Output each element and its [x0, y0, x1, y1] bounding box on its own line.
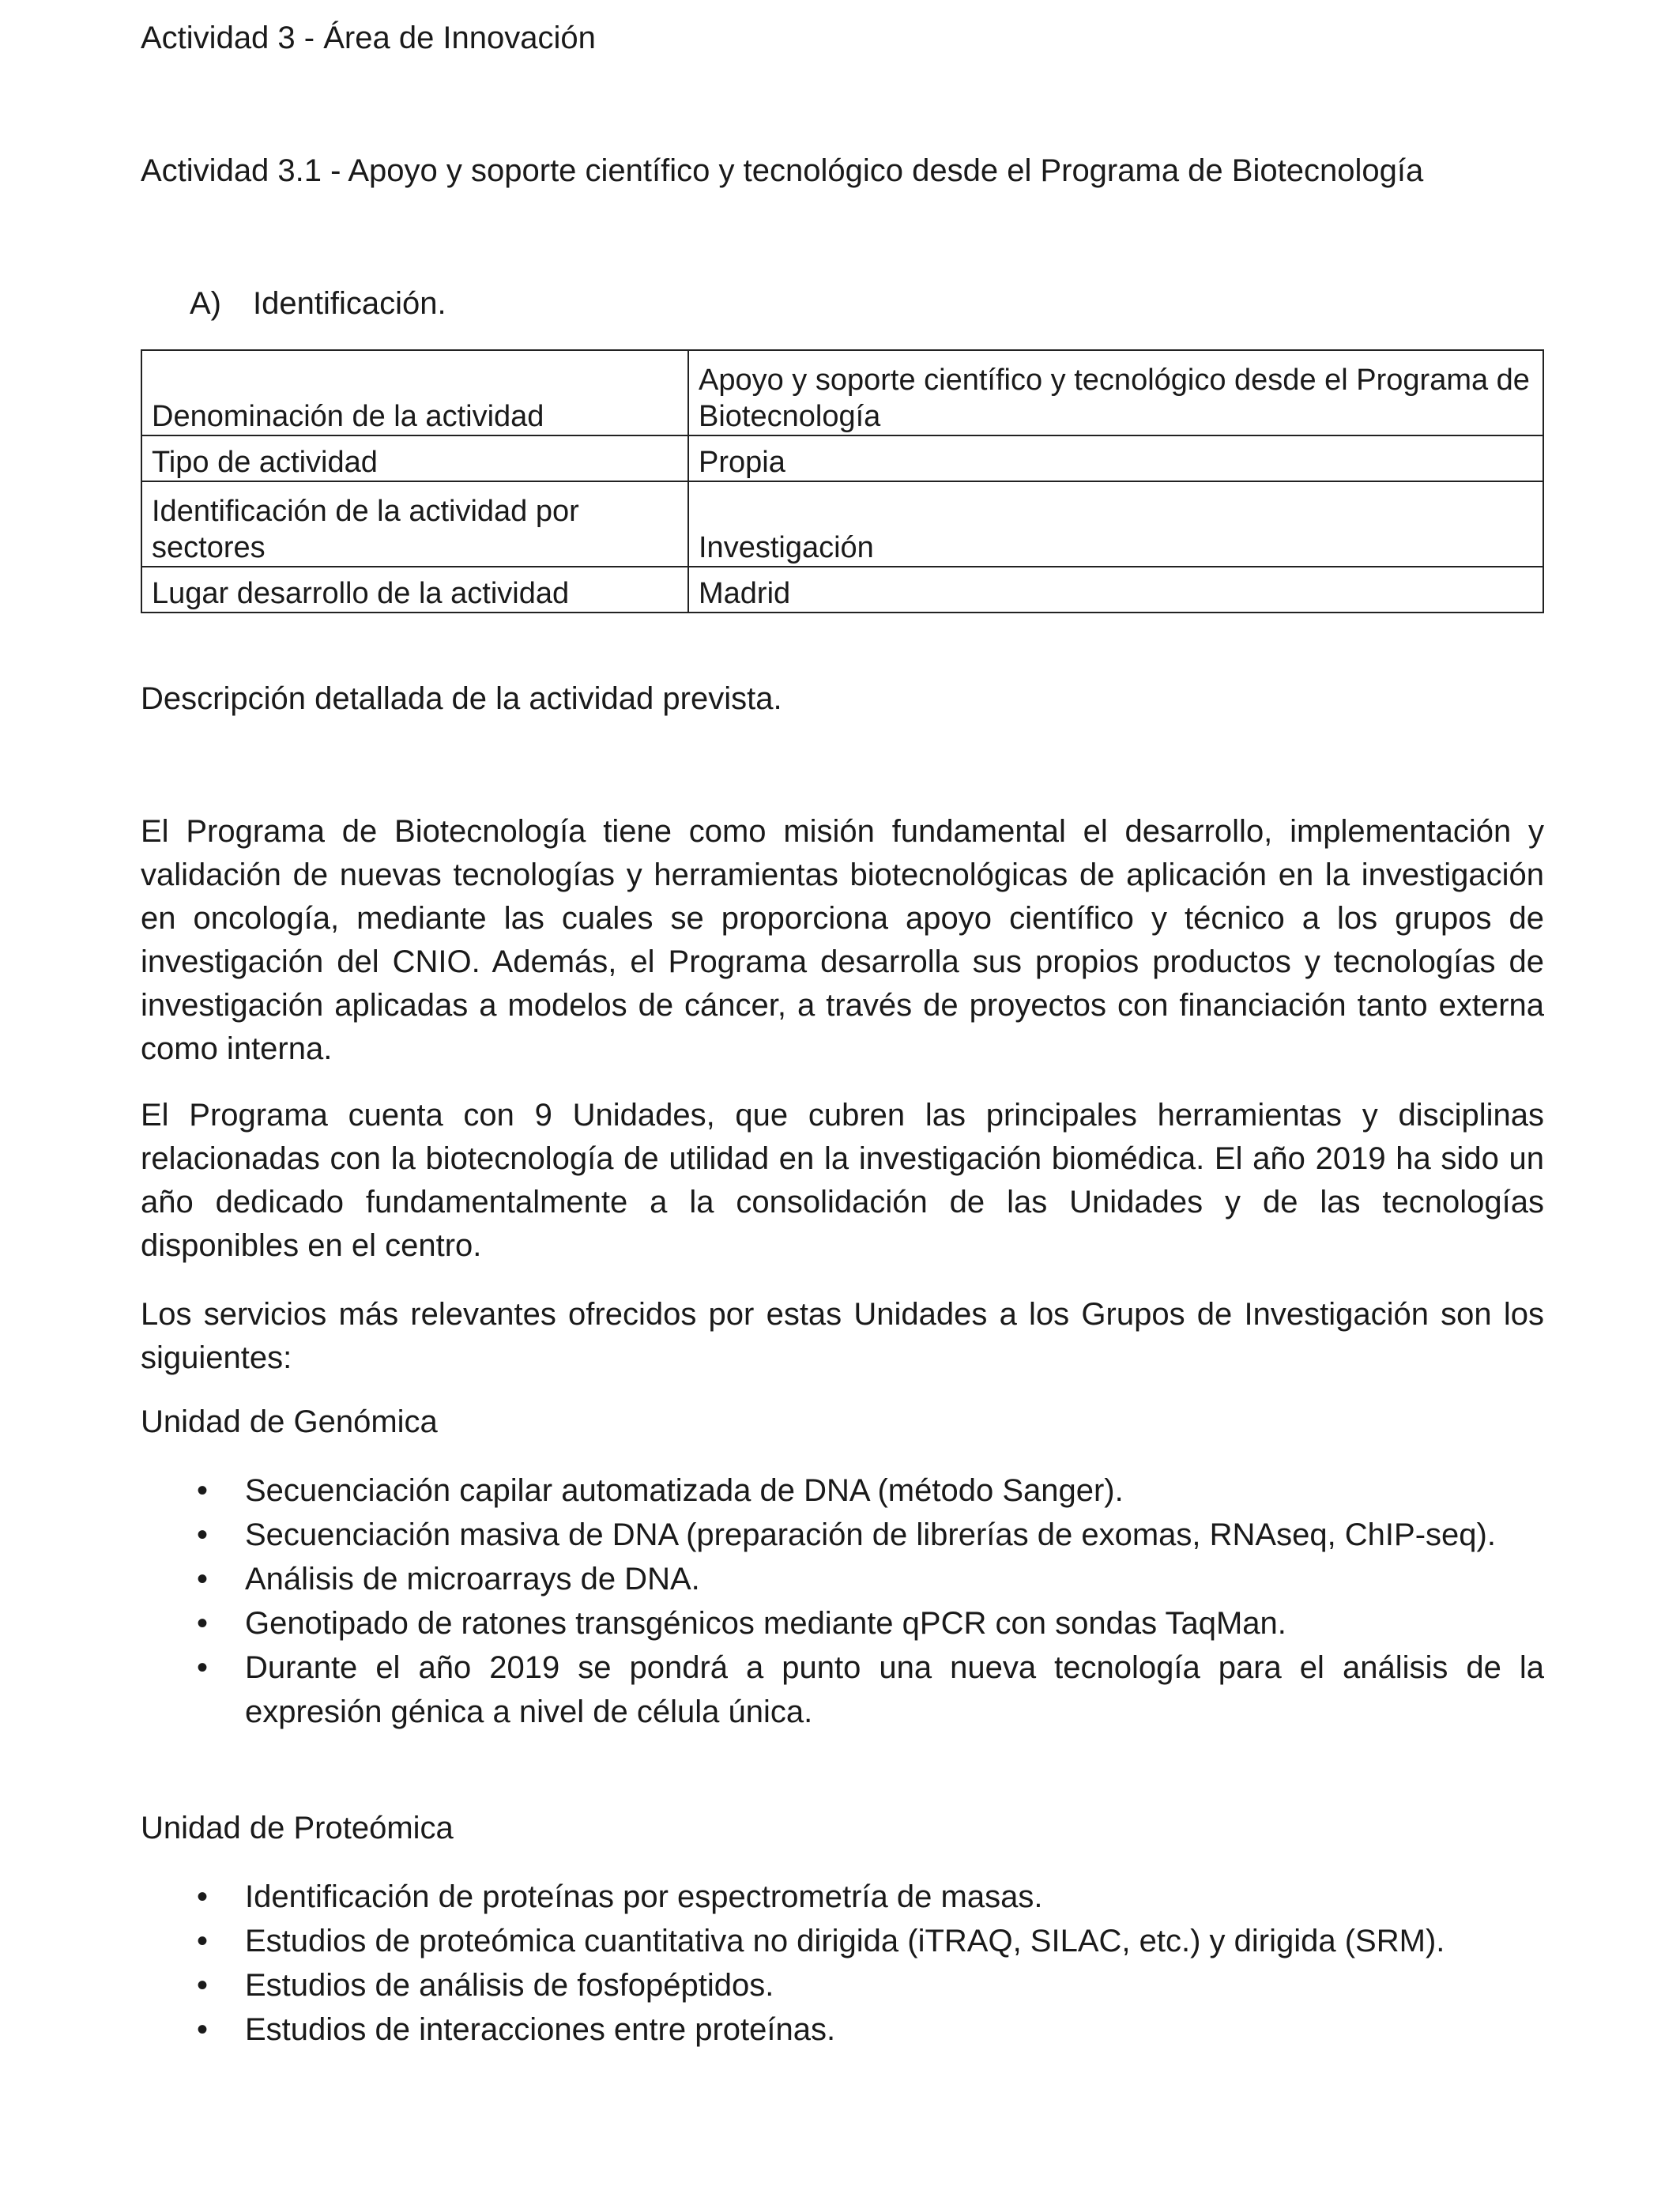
list-item-text: Análisis de microarrays de DNA.: [245, 1562, 700, 1596]
bullet-icon: •: [196, 1650, 208, 1685]
table-value-cell: Propia: [688, 435, 1543, 481]
list-item: [141, 1601, 1544, 1646]
bullet-icon: •: [196, 1924, 208, 1958]
body-paragraph: El Programa de Biotecnología tiene como misión fundamental el desarrollo, implementación y validación de nuevas tecnologías y herramientas biotecnológicas de aplicación en la investigación en oncología, mediante las cuales se proporciona apoyo científico y técnico a los grupos de investigación del CNIO. Además, el Programa desarrolla sus propios productos y tecnologías de investigación aplicadas a modelos de cáncer, a través de proyectos con financiación tanto externa como interna.: [141, 814, 1544, 1066]
list-item-text: Genotipado de ratones transgénicos mediante qPCR con sondas TaqMan.: [245, 1606, 1286, 1641]
list-item: [141, 1646, 1544, 1734]
list-item-text: Estudios de proteómica cuantitativa no dirigida (iTRAQ, SILAC, etc.) y dirigida (SRM).: [245, 1924, 1445, 1958]
table-row: [141, 350, 1543, 435]
bullet-icon: •: [196, 1879, 208, 1914]
table-value-cell: Madrid: [688, 567, 1543, 613]
list-item: [141, 1919, 1544, 1963]
unit-title-proteomica: Unidad de Proteómica: [141, 1811, 454, 1845]
table-label-cell: Identificación de la actividad por sectores: [141, 481, 688, 567]
bullet-icon: •: [196, 1562, 208, 1596]
identification-table: [141, 349, 1544, 613]
table-value-cell: Apoyo y soporte científico y tecnológico desde el Programa de Biotecnología: [688, 350, 1543, 435]
genomics-service-list: [141, 1468, 1544, 1734]
list-item: [141, 1513, 1544, 1557]
bullet-icon: •: [196, 2012, 208, 2047]
table-label-cell: Tipo de actividad: [141, 435, 688, 481]
bullet-icon: •: [196, 1517, 208, 1552]
bullet-icon: •: [196, 1473, 208, 1508]
unit-title-genomica: Unidad de Genómica: [141, 1404, 438, 1439]
bullet-icon: •: [196, 1606, 208, 1641]
list-item-text: Estudios de interacciones entre proteínas.: [245, 2012, 836, 2047]
list-item-text: Estudios de análisis de fosfopéptidos.: [245, 1968, 774, 2003]
list-item: [141, 1875, 1544, 1919]
page-heading: Actividad 3 - Área de Innovación: [141, 21, 596, 55]
list-item: [141, 2007, 1544, 2052]
bullet-icon: •: [196, 1968, 208, 2003]
activity-subheading: Actividad 3.1 - Apoyo y soporte científico y tecnológico desde el Programa de Biotecnología: [141, 153, 1424, 188]
list-item-text: Secuenciación masiva de DNA (preparación de librerías de exomas, RNAseq, ChIP-seq).: [245, 1517, 1496, 1552]
list-item: [141, 1963, 1544, 2007]
table-value-cell: Investigación: [688, 481, 1543, 567]
list-item-text: Durante el año 2019 se pondrá a punto una nueva tecnología para el análisis de la expresión génica a nivel de célula única.: [245, 1650, 1544, 1729]
section-a-marker: A): [190, 286, 221, 321]
list-item: [141, 1468, 1544, 1513]
section-a-heading: [190, 281, 446, 326]
body-paragraph: Los servicios más relevantes ofrecidos por estas Unidades a los Grupos de Investigación son los siguientes:: [141, 1297, 1544, 1375]
list-item: [141, 1557, 1544, 1601]
list-item-text: Identificación de proteínas por espectrometría de masas.: [245, 1879, 1043, 1914]
table-label-cell: Denominación de la actividad: [141, 350, 688, 435]
table-label-cell: Lugar desarrollo de la actividad: [141, 567, 688, 613]
table-row: [141, 435, 1543, 481]
proteomics-service-list: [141, 1875, 1544, 2052]
table-row: [141, 567, 1543, 613]
table-row: [141, 481, 1543, 567]
section-a-title: Identificación.: [253, 286, 446, 321]
body-paragraph: El Programa cuenta con 9 Unidades, que cubren las principales herramientas y disciplinas relacionadas con la biotecnología de utilidad en la investigación biomédica. El año 2019 ha sido un año dedicado fundamentalmente a la consolidación de las Unidades y de las tecnologías disponibles en el centro.: [141, 1098, 1544, 1263]
description-title: Descripción detallada de la actividad prevista.: [141, 681, 782, 716]
list-item-text: Secuenciación capilar automatizada de DNA (método Sanger).: [245, 1473, 1124, 1508]
